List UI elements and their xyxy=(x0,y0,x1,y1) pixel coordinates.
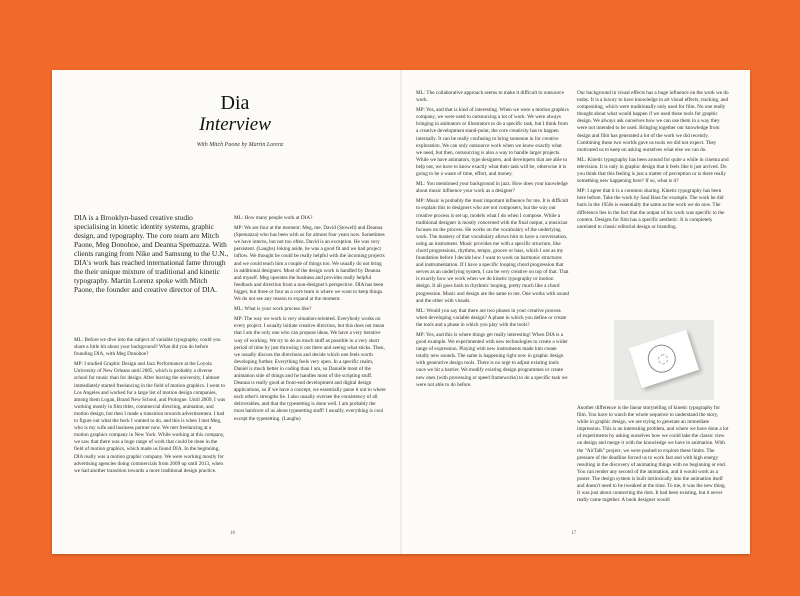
paragraph: MP: Yes, and that is kind of interesting. When we were a motion graphics company, we were used to outsourcing a lot of work. We were always bringing in animators or illustrators to do a specific task, but I think from a creative development stand-point, the core creativity has to happen internally. It can be really confusing to bring someone in for creative exploration. We can only outsource work when we know exactly what we need, but then, outsourcing is also a way to handle larger projects. While we have animators, type designers, and developers that are able to help out, we have to know exactly what their task will be, otherwise it is going to be a waste of time, effort, and money. xyxy=(416,107,569,178)
paragraph: ML: Would you say that there are two phases in your creative process when developing variable design? A phase in which you define or create the tools and a phase in which you play with the tools? xyxy=(416,307,567,328)
title-line-1: Dia xyxy=(220,92,250,114)
right-column-2-top xyxy=(577,90,730,314)
paragraph: MP: The way we work is very situation-oriented. Everybody works on every project. I usually initiate creative direction, but this does not mean that I am the only one who can propose ideas. We have a very iterative way of working. We try to do as much stuff as possible in a very short period of time by just throwing it out there and seeing what sticks. Then, we usually discuss the directions and decide which one feels worth developing further. Everything feels very open. In a specific realm, Daniel is much better in coding than I am, so Danielle most of the animation side of things and he handles most of the scripting stuff. Deanna is really good at front-end development and digital design applications, so if we have a concept, we essentially parse it out to where each other's strengths lie. I also usually oversee the consistency of all deliverables, and that the typesetting is done well. I am probably the most hardcore of us about typesetting stuff! I usually, everything is cool except the typesetting. (Laughs) xyxy=(234,316,386,422)
paragraph: MP: Music is probably the most important influence for me. It is difficult to explain this to designers who are not composers, but the way our creative process is set up, models what I do when I compose. While a traditional designer is mostly concerned with the final output, a musician focuses on the process. He works on the vocabulary of the underlying work. The mastery of that vocabulary allows him to have a conversation, using an instrument. Music provides me with a specific structure, like chord progressions, rhythms, tempo, groove or bass, which I use as my foundation before I decide how I want to work on harmonic structures and instrumentation. If I have a specific looping chord progression that serves as an underlying system, I can be very creative on top of that. That is exactly how we work when we do kinetic typography or motion design. It all goes back to rhythmic looping, pretty much like a chord progression. Music and design are the same to me. One works with sound and the other with visuals. xyxy=(416,198,569,304)
product-photo xyxy=(614,320,714,400)
right-column-2-bottom xyxy=(577,405,730,535)
dial-graphic xyxy=(644,341,679,376)
left-page xyxy=(52,70,401,554)
right-column-1 xyxy=(416,90,569,535)
paragraph: MP: I studied Graphic Design and Jazz Performance at the Loyola University of New Orleans until 2005, which is probably a diverse school for music than for design. After leaving the university, I almost immediately started freelancing in the field of motion graphics. I went to Los Angeles and worked for a large list of motion design companies, among them Logan, Brand New School, and Prologue. Until 2009, I was working mostly in film titles, commercial directing, animation, and motion design, but then I made a transition towards advertisement. I had to figure out what the heck I wanted to do, and this is when I met Meg, who is my wife and business partner now. We met freelancing at a motion graphics company in New York. While working at this company, we saw that there was a huge range of work that could be done in the field of motion graphics, which made us found DIA. In the beginning, DIA really was a motion graphic company. We were working mostly for advertising agencies doing commercials from 2009 up until 2013, when we had another transition towards a more traditional design practice. xyxy=(74,361,226,474)
paragraph: ML: How many people work at DIA? xyxy=(234,215,313,221)
left-column-1 xyxy=(74,337,226,533)
byline: With Mitch Paone by Martin Lorenz xyxy=(196,142,284,148)
paragraph: ML: Before we dive into the subject of variable typography, could you share a little bit about your background? What did you do before founding DIA, with Meg Donohoe? xyxy=(74,337,221,358)
right-page xyxy=(401,70,750,554)
paragraph: MP: Yes, and this is where things get really interesting! When DIA is a good example. We experimented with new technologies to create a wider range of expression. Playing with new instruments made him create totally new sounds. The same is happening right now in graphic design with generative design tools. There is no urge to adjust existing tools once we hit a barrier. We modify existing design programmes or create new ones (with processing or speed frameworks) to do a specific task we were not able to do before. xyxy=(416,332,568,388)
paragraph: ML: What is your work process like? xyxy=(234,306,312,313)
page-number-left: 16 xyxy=(230,531,235,536)
paragraph: MP: I agree that it is a common sharing. Kinetic typography has been here before. Take the work by Saul Bass for example. The work he did back in the 1950s is essentially the same as the work we do now. The difference lies in the fact that the output of his work was specific to the content. Designs for film has a specific aesthetic. It is completely unrelated to classic editorial design or branding. xyxy=(577,188,725,230)
magazine-spread xyxy=(52,70,750,554)
intro-paragraph: DIA is a Brooklyn-based creative studio specialising in kinetic identity systems, graphic design, and typography. The core team are Mitch Paone, Meg Donohoe, and Deanna Spemazza. With clients ranging from Nike and Samsung to the U.N., DIA's work has reached international fame through the their unique mixture of traditional and kinetic typography. Martin Lorenz spoke with Mitch Paone, the founder and creative director of DIA. xyxy=(74,213,229,294)
article-title xyxy=(190,92,280,136)
paragraph: MP: We are four at the moment: Meg, me, David (Stowell) and Deanna (Spemazza) who has been with us for almost four years now. Sometimes we have interns, but not too often. David is an exception. He was very persistent. (Laughs) Joking aside, he was a good fit and we had project inflow. We thought he could be really helpful with the incoming projects and we could teach him a couple of things too. We usually do not bring in additional designers. Most of the design work is handled by Deanna and myself. Meg operates the business and provides really helpful feedback and direction from a non-designer's perspective. DIA has been bigger, but three or four as a core team is where we want to keep things. We do not see any reason to expand at the moment. xyxy=(234,225,385,303)
paragraph: ML: The collaborative approach seems to make it difficult to outsource work. xyxy=(416,90,564,104)
page-number-right: 17 xyxy=(571,531,576,536)
printed-card-image xyxy=(629,330,699,388)
left-column-2 xyxy=(234,215,386,533)
paragraph: Another difference is the linear storytelling of kinetic typography for film. You have to watch the whole sequence to understand the story, while in graphic design, we are trying to generate an immediate impression. This is an interesting problem, and where we have done a lot of experiments by asking ourselves how we could take the classic view on design and merge it with the knowledge we have in animation. With the "AirTalk" project, we were pushed to explore these limits. The pressure of the deadline forced us to work fast and with high energy resulting in the discovery of animating things with no beginning or end. You can render any second of the animation, and it would work as a poster. The design system is built intrinsically into the animation itself and doesn't need to be tweaked at the time. To me, it was the new thing. It was just about connecting the dots. It had been existing, but it never really came together. A book designer would xyxy=(577,405,729,504)
title-line-2: Interview xyxy=(199,114,271,135)
paragraph: ML: Kinetic typography has been around for quite a while in cinema and television. It is only in graphic design that it feels like it just arrived. Do you think that this feeling is just a matter of perception or is there really something new happening here? If so, what is it? xyxy=(577,156,729,185)
paragraph: Our background in visual effects has a huge influence on the work we do today. It is a luxury to have knowledge in art visual effects, tracking, and compositing, which were traditionally only used for film. No one really thought about what would happen if we used these tools for graphic design. We always ask ourselves how we can use them in a way they were not intended to be used. Bringing together our knowledge from design and film has generated a lot of the work we did recently. Combining these two worlds gave us tools we did not expect. They motivated us to keep on asking ourselves what else we can do. xyxy=(577,90,729,153)
paragraph: ML: You mentioned your background in jazz. How does your knowledge about music influence your work as a designer? xyxy=(416,181,568,195)
